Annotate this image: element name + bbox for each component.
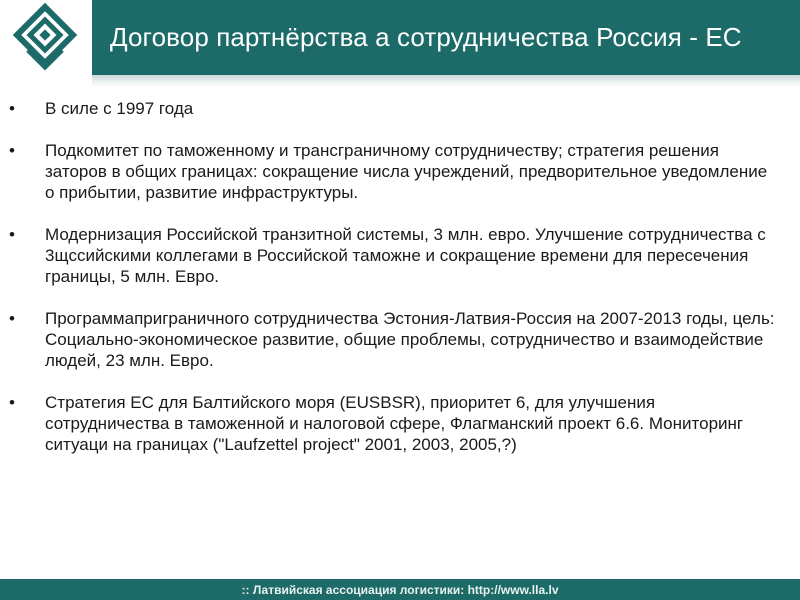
slide-title: Договор партнёрства а сотрудничества Россия - ЕС [110, 22, 742, 52]
bullet-marker: • [9, 309, 15, 328]
bullet-item [0, 308, 800, 371]
bullet-marker: • [9, 99, 15, 118]
title-divider [92, 75, 800, 87]
slide-header [0, 0, 800, 75]
lla-logo-icon [8, 2, 82, 72]
bullet-list [0, 98, 800, 568]
bullet-marker: • [9, 393, 15, 412]
title-bar [92, 0, 800, 75]
bullet-marker: • [9, 225, 15, 244]
bullet-text: Модернизация Российской транзитной системы, 3 млн. евро. Улучшение сотрудничества с 3щссийскими коллегами в Российской таможне и сокращение времени для пересечения границы, 5 млн. Евро. [45, 225, 766, 286]
slide-footer [0, 579, 800, 600]
logo [0, 0, 92, 75]
bullet-item [0, 224, 800, 287]
bullet-marker: • [9, 141, 15, 160]
bullet-text: Программаприграничного сотрудничества Эстония-Латвия-Россия на 2007-2013 годы, цель: Социально-экономическое развитие, общие проблемы, сотрудничество и взаимодействие людей, 23 млн. Евро. [45, 309, 775, 370]
bullet-text: В силе с 1997 года [45, 99, 194, 118]
bullet-item [0, 392, 800, 455]
bullet-text: Подкомитет по таможенному и трансграничному сотрудничеству; стратегия решения заторов в общих границах: сокращение числа учреждений, предворительное уведомление о прибытии, развитие инфраструктуры. [45, 141, 768, 202]
bullet-item [0, 140, 800, 203]
bullet-text: Стратегия ЕС для Балтийского моря (EUSBSR), приоритет 6, для улучшения сотрудничества в таможенной и налоговой сфере, Флагманский проект 6.6. Мониторинг ситуаци на границах ("Laufzettel project" 2001, 2003, 2005,?) [45, 393, 744, 454]
bullet-item [0, 98, 800, 119]
footer-text: :: Латвийская ассоциация логистики: http://www.lla.lv [241, 582, 559, 597]
